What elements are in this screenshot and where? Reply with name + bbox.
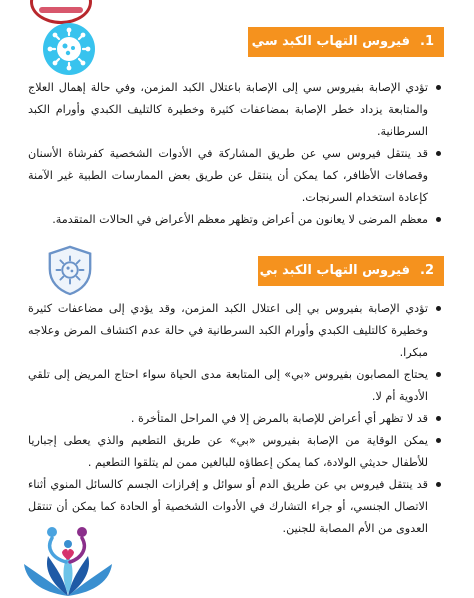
list-item: معظم المرضى لا يعانون من أعراض وتظهر معظم الأعراض في الحالات المتقدمة. — [28, 209, 442, 231]
section-1-list — [28, 77, 442, 231]
list-item: تؤدي الإصابة بفيروس بي إلى اعتلال الكبد المزمن، وقد يؤدي إلى مضاعفات كثيرة وخطيرة كالتليف الكبدي وأورام الكبد السرطانية في حالة عدم اكتشاف المرض وعلاجه مبكرا. — [28, 298, 442, 364]
ministry-logo — [30, 0, 92, 24]
list-item: قد ينتقل فيروس سي عن طريق المشاركة في الأدوات الشخصية كفرشاة الأسنان وقصافات الأظافر، كما يمكن أن ينتقل عن طريق بعض الممارسات الطبية غير الآمنة كإعادة استخدام السرنجات. — [28, 143, 442, 209]
list-item: تؤدي الإصابة بفيروس سي إلى الإصابة باعتلال الكبد المزمن، وفي حالة إهمال العلاج والمتابعة يزداد خطر الإصابة بمضاعفات كثيرة وخطيرة كالتليف الكبدي وأورام الكبد السرطانية. — [28, 77, 442, 143]
section-1-title: فيروس التهاب الكبد سي — [251, 34, 410, 49]
section-2-title: فيروس التهاب الكبد بي — [259, 263, 410, 278]
virus-shield-icon — [44, 244, 96, 296]
virus-icon — [42, 22, 96, 76]
list-item: يمكن الوقاية من الإصابة بفيروس «بي» عن طريق التطعيم والذي يعطى إجباريا للأطفال حديثي الولادة، كما يمكن إعطاؤه للبالغين ممن لم يتلقوا التطعيم . — [28, 430, 442, 474]
section-2-number: 2. — [420, 263, 434, 278]
section-2-list — [28, 298, 442, 540]
list-item: قد ينتقل فيروس بي عن طريق الدم أو سوائل و إفرازات الجسم كالسائل المنوي أثناء الاتصال الجنسي، أو جراء التشارك في الأدوات الشخصية أو الحادة كما يمكن أن تنتقل العدوى من الأم المصابة للجنين. — [28, 474, 442, 540]
list-item: قد لا تظهر أي أعراض للإصابة بالمرض إلا في المراحل المتأخرة . — [28, 408, 442, 430]
section-1-title-bar — [248, 27, 444, 57]
list-item: يحتاج المصابون بفيروس «بي» إلى المتابعة مدى الحياة سواء احتاج المريض إلى تلقي الأدوية أم لا. — [28, 364, 442, 408]
section-2-title-bar — [258, 256, 444, 286]
family-lotus-logo — [22, 518, 114, 598]
section-1-number: 1. — [420, 34, 434, 49]
